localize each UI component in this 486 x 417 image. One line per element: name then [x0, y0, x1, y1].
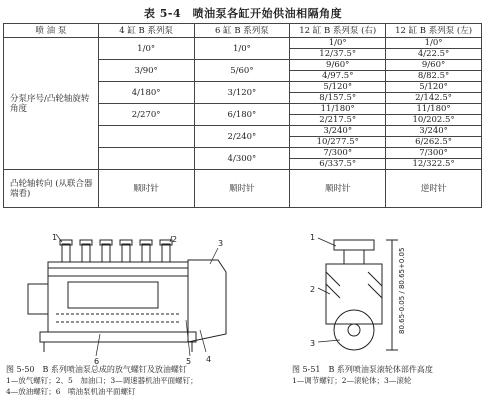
table-cell: 2/142.5° — [386, 93, 482, 104]
table-cell: 3/240° — [386, 126, 482, 137]
table-cell: 12/37.5° — [290, 49, 386, 60]
table-cell: 4/300° — [194, 148, 290, 170]
tappet-dimension: 80.65-0.05 / 80.65+0.05 — [398, 247, 406, 334]
header-4cyl: 4 缸 B 系列泵 — [98, 24, 194, 38]
table-header-row — [4, 24, 482, 38]
table-cell: 2/217.5° — [290, 115, 386, 126]
pump-top-flange — [48, 268, 188, 276]
table-cell: 7/300° — [290, 148, 386, 159]
figure1-caption: 图 5-50 B 系列喷油泵总成的放气螺钉及放油螺钉 — [6, 365, 187, 374]
table-cell: 12/322.5° — [386, 159, 482, 170]
table-cell: 6/180° — [194, 104, 290, 126]
table-cell: 5/60° — [194, 60, 290, 82]
direction-cell: 顺时针 — [98, 170, 194, 208]
table-cell: 11/180° — [386, 104, 482, 115]
header-pump: 喷 油 泵 — [4, 24, 99, 38]
governor-housing — [188, 260, 226, 342]
table-cell: 5/120° — [290, 82, 386, 93]
roller-tappet-drawing — [318, 238, 398, 350]
firing-interval-table — [3, 23, 482, 208]
tappet-hatching — [326, 272, 382, 298]
table-cell: 2/270° — [98, 104, 194, 126]
table-cell: 6/262.5° — [386, 137, 482, 148]
direction-cell: 逆时针 — [386, 170, 482, 208]
coupling — [28, 284, 48, 314]
header-12cyl-left: 12 缸 B 系列泵 (左) — [386, 24, 482, 38]
table-cell: 3/90° — [98, 60, 194, 82]
table-row — [4, 38, 482, 49]
callout-t2: 2 — [310, 285, 316, 294]
pump-window — [68, 282, 158, 308]
callout-t1: 1 — [310, 234, 316, 242]
table-cell: 8/82.5° — [386, 71, 482, 82]
roller-pin — [348, 324, 360, 336]
callout-t3: 3 — [310, 339, 316, 348]
figure1-legend-1: 1—放气螺钉；2、5 加油口；3—调速器机油平面螺钉； — [6, 376, 198, 385]
direction-cell: 顺时针 — [290, 170, 386, 208]
callout-5: 5 — [186, 357, 192, 366]
pump-callouts — [52, 234, 223, 366]
figure1-legend-2: 4—放油螺钉；6 喷油泵机油平面螺钉 — [6, 387, 136, 396]
direction-label: 凸轮轴转向 (从联合器端看) — [4, 170, 99, 208]
table-cell: 1/0° — [98, 38, 194, 60]
table-cell: 4/97.5° — [290, 71, 386, 82]
callout-1: 1 — [52, 234, 58, 242]
callout-3: 3 — [218, 239, 224, 248]
callout-6: 6 — [94, 357, 100, 366]
table-cell: 6/337.5° — [290, 159, 386, 170]
table-cell: 8/157.5° — [290, 93, 386, 104]
row-label: 分泵序号/凸轮轴旋转角度 — [4, 38, 99, 170]
callout-2: 2 — [172, 235, 178, 244]
table-cell: 2/240° — [194, 126, 290, 148]
table-cell: 9/60° — [290, 60, 386, 71]
leader-lines — [56, 234, 218, 356]
table-cell: 3/240° — [290, 126, 386, 137]
delivery-valves — [60, 240, 172, 262]
table-cell: 11/180° — [290, 104, 386, 115]
direction-row — [4, 170, 482, 208]
table-cell: 7/300° — [386, 148, 482, 159]
table-cell: 1/0° — [386, 38, 482, 49]
table-cell — [98, 126, 194, 148]
roller — [334, 310, 374, 350]
tappet-callouts — [310, 234, 315, 348]
pump-feet — [44, 342, 192, 352]
table-cell — [98, 148, 194, 170]
header-6cyl: 6 缸 B 系列泵 — [194, 24, 290, 38]
table-cell: 3/120° — [194, 82, 290, 104]
table-cell: 1/0° — [194, 38, 290, 60]
direction-cell: 顺时针 — [194, 170, 290, 208]
figure2-caption: 图 5-51 B 系列喷油泵滚轮体部件高度 — [292, 365, 433, 374]
table-title: 表 5-4 喷油泵各缸开始供油相隔角度 — [143, 7, 343, 20]
figure2-legend: 1—调节螺钉；2—滚轮体；3—滚轮 — [292, 376, 412, 385]
table-cell: 10/202.5° — [386, 115, 482, 126]
pump-base — [40, 332, 196, 342]
figure2-caption-block — [292, 364, 433, 386]
table-cell: 1/0° — [290, 38, 386, 49]
table-cell: 5/120° — [386, 82, 482, 93]
table-cell: 9/60° — [386, 60, 482, 71]
body-detail-lines — [56, 314, 180, 322]
adjusting-screw-head — [334, 240, 374, 250]
table-cell: 4/180° — [98, 82, 194, 104]
header-12cyl-right: 12 缸 B 系列泵 (右) — [290, 24, 386, 38]
callout-4: 4 — [206, 355, 212, 364]
table-cell: 10/277.5° — [290, 137, 386, 148]
adjusting-screw-shank — [344, 250, 364, 264]
tappet-body — [326, 264, 382, 324]
injection-pump-drawing — [28, 234, 226, 356]
table-cell: 4/22.5° — [386, 49, 482, 60]
figure1-caption-block — [6, 364, 198, 397]
